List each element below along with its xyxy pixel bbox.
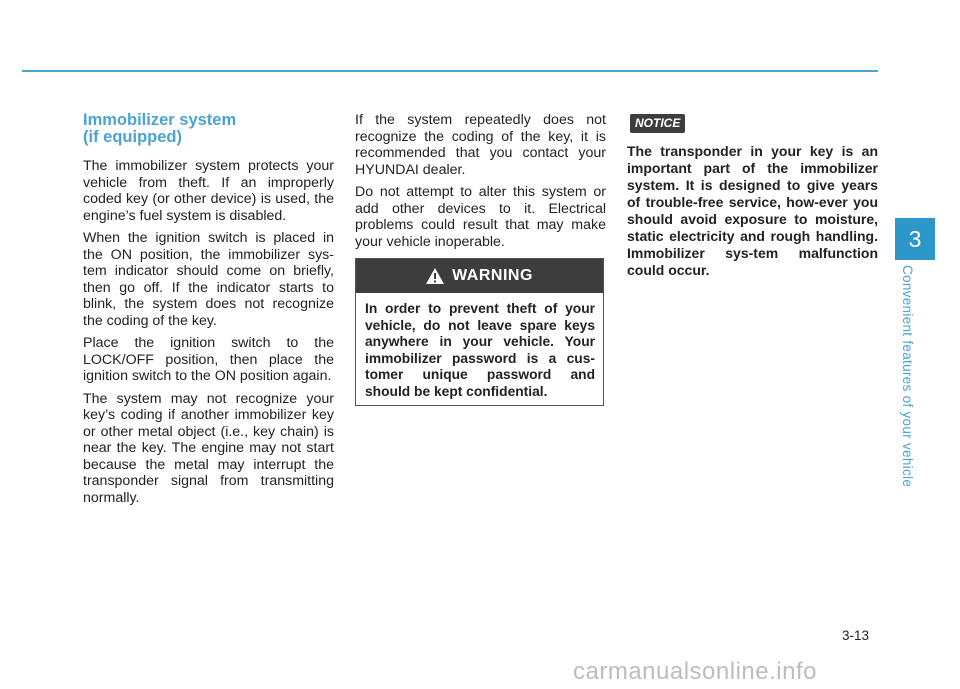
page-number: 3-13 <box>842 628 870 643</box>
warning-triangle-icon <box>426 268 444 284</box>
warning-header <box>356 259 603 293</box>
paragraph: Place the ignition switch to the LOCK/OFF position, then place the ignition switch to the ON position again. <box>83 335 334 384</box>
warning-label: WARNING <box>452 267 533 284</box>
warning-box <box>355 258 604 406</box>
paragraph: The system may not recognize your key’s coding if another immobilizer key or other metal object (i.e., key chain) is near the key. The engine may not start because the metal may interrupt the transponder signal from transmitting normally. <box>83 390 334 506</box>
paragraph: Do not attempt to alter this system or add other devices to it. Electrical problems could result that may make your vehicle inoperable. <box>355 184 606 250</box>
notice-badge: NOTICE <box>630 114 685 133</box>
top-rule <box>22 70 878 72</box>
section-heading-line1: Immobilizer system <box>83 111 237 129</box>
column-1 <box>83 112 334 512</box>
paragraph: If the system repeatedly does not recognize the coding of the key, it is recommended that you contact your HYUNDAI dealer. <box>355 112 606 178</box>
paragraph: The immobilizer system protects your vehicle from theft. If an improperly coded key (or other device) is used, the engine’s fuel system is disabled. <box>83 158 334 224</box>
chapter-title: Convenient features of your vehicle <box>900 265 915 488</box>
warning-text: In order to prevent theft of your vehicle, do not leave spare keys anywhere in your vehicle. Your immobilizer password is a cus-tomer unique password and should be kept confidential. <box>365 301 595 399</box>
notice-text: The transponder in your key is an important part of the immobilizer system. It is designed to give years of trouble-free service, how-ever you should avoid exposure to moisture, static electricity and rough handling. Immobilizer sys-tem malfunction could occur. <box>627 143 878 278</box>
watermark: carmanualsonline.info <box>573 658 817 685</box>
paragraph: When the ignition switch is placed in the ON position, the immobilizer sys-tem indicator should come on briefly, then go off. If the indicator starts to blink, the system does not recognize the coding of the key. <box>83 230 334 329</box>
section-heading-line2: (if equipped) <box>83 128 182 146</box>
section-heading <box>83 112 334 146</box>
chapter-tab: 3 <box>895 218 935 260</box>
column-2 <box>355 112 606 256</box>
